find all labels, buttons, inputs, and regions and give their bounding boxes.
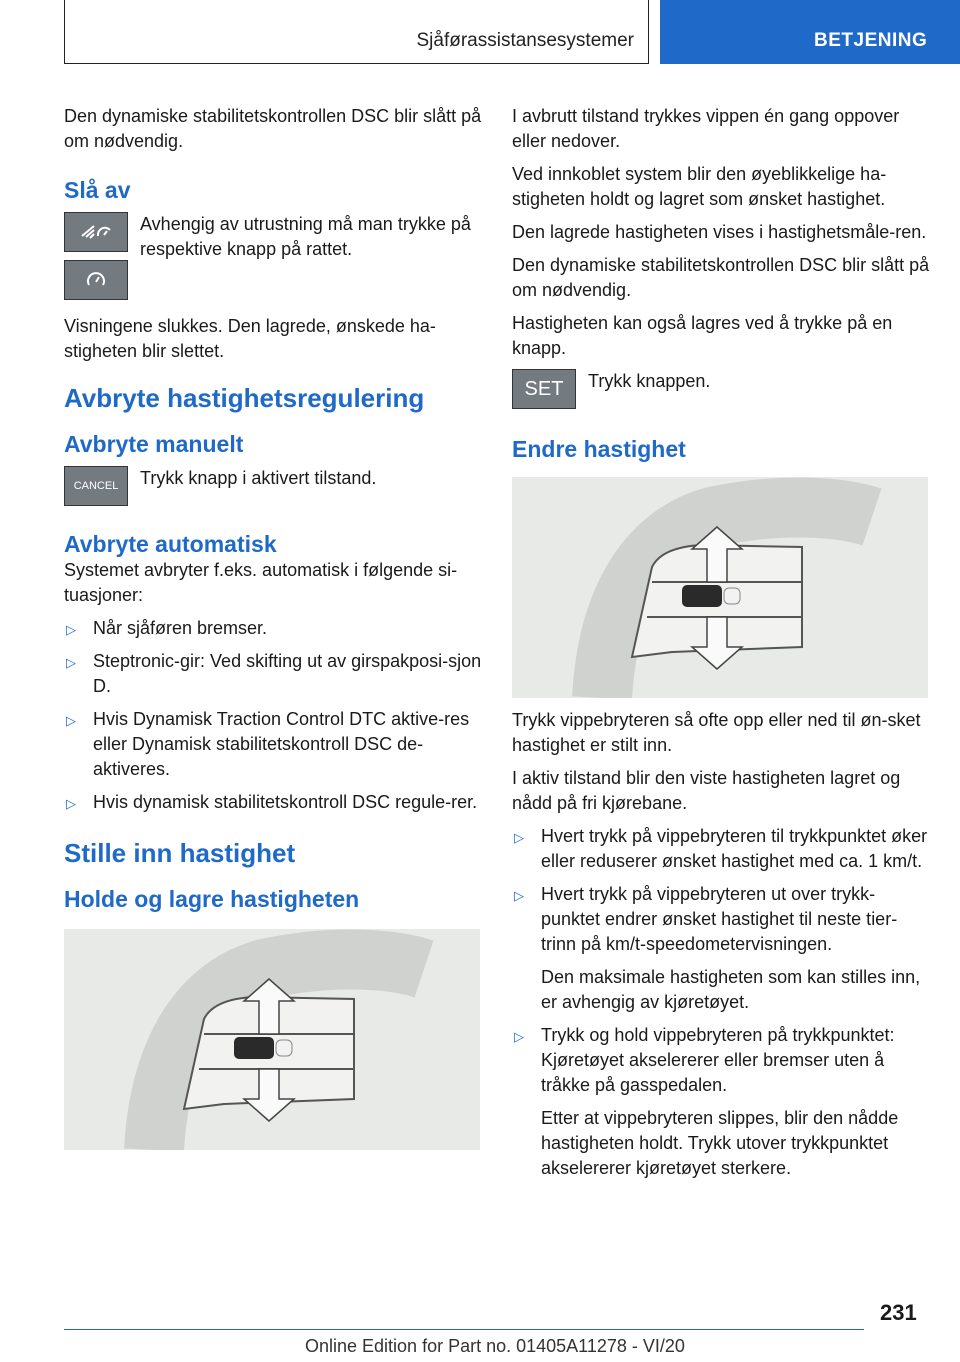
- heading-avbryte: Avbryte hastighetsregulering: [64, 383, 425, 413]
- set-button-icon: [512, 369, 576, 409]
- list-item-note: Den maksimale hastigheten som kan stilles inn, er avhengig av kjøretøyet.: [541, 967, 921, 1012]
- paragraph: Avhengig av utrustning må man trykke på respektive knapp på rattet.: [140, 214, 471, 259]
- paragraph: Trykk vippebryteren så ofte opp eller ned til øn-sket hastighet er stilt inn.: [512, 710, 921, 755]
- list-item-note: Etter at vippebryteren slippes, blir den nådde hastigheten holdt. Trykk utover trykkpunktet akselererer kjøretøyet sterkere.: [541, 1108, 899, 1178]
- triangle-bullet-icon: ▷: [514, 888, 524, 903]
- footer-divider: [64, 1329, 864, 1330]
- button-illustration-row: [512, 369, 932, 413]
- header-section-title: Sjåførassistansesystemer: [416, 30, 634, 51]
- list-item: ▷ Når sjåføren bremser.: [64, 616, 482, 641]
- heading-endre: Endre hastighet: [512, 436, 686, 462]
- paragraph: I aktiv tilstand blir den viste hastigheten lagret og nådd på fri kjørebane.: [512, 768, 901, 813]
- triangle-bullet-icon: ▷: [514, 830, 524, 845]
- list-item: ▷ Hvis dynamisk stabilitetskontroll DSC regule-rer.: [64, 790, 482, 815]
- heading-sla-av: Slå av: [64, 177, 131, 203]
- paragraph: Den dynamiske stabilitetskontrollen DSC blir slått på om nødvendig.: [512, 255, 930, 300]
- list-item: ▷ Trykk og hold vippebryteren på trykkpunktet: Kjøretøyet akselererer eller bremser uten å tråkke på gasspedalen.: [514, 1025, 895, 1095]
- heading-stille: Stille inn hastighet: [64, 838, 296, 868]
- button-illustration-row: [64, 466, 482, 510]
- list-item: ▷ Hvert trykk på vippebryteren ut over trykk-punktet endrer ønsket hastighet til neste tier-trinn på km/t-speedometervisningen.: [514, 884, 898, 954]
- paragraph: Hastigheten kan også lagres ved å trykke på en knapp.: [512, 313, 893, 358]
- list-item: ▷ Hvert trykk på vippebryteren til trykkpunktet øker eller reduserer ønsket hastighet med ca. 1 km/t.: [514, 826, 928, 871]
- triangle-bullet-icon: ▷: [514, 1029, 524, 1044]
- right-column: [512, 104, 932, 1189]
- triangle-bullet-icon: ▷: [66, 796, 76, 811]
- header-chapter-title: BETJENING: [814, 30, 928, 51]
- cancel-button-icon: [64, 466, 128, 506]
- edition-footer: Online Edition for Part no. 01405A11278 - VI/20: [305, 1336, 685, 1356]
- list-item: ▷ Hvis Dynamisk Traction Control DTC aktive-res eller Dynamisk stabilitetskontroll DSC de-aktiveres.: [66, 709, 470, 779]
- page-number: 231: [880, 1300, 917, 1325]
- set-label: SET: [524, 377, 564, 400]
- paragraph: I avbrutt tilstand trykkes vippen én gang oppover eller nedover.: [512, 106, 900, 151]
- triangle-bullet-icon: ▷: [66, 713, 76, 728]
- steering-wheel-rocker-photo: [512, 477, 928, 698]
- triangle-bullet-icon: ▷: [66, 655, 76, 670]
- triangle-bullet-icon: ▷: [66, 622, 76, 637]
- heading-automatisk: Avbryte automatisk: [64, 531, 277, 557]
- button-illustration-row: [64, 212, 482, 306]
- speed-limiter-icon: [64, 260, 128, 300]
- paragraph: Trykk knappen.: [588, 371, 711, 391]
- paragraph: Den lagrede hastigheten vises i hastighetsmåle-ren.: [512, 222, 927, 242]
- cancel-label: CANCEL: [73, 479, 119, 492]
- paragraph: Ved innkoblet system blir den øyeblikkelige ha-stigheten holdt og lagret som ønsket hastighet.: [512, 164, 887, 209]
- paragraph: Den dynamiske stabilitetskontrollen DSC blir slått på om nødvendig.: [64, 106, 482, 151]
- left-column: [64, 104, 482, 1150]
- paragraph: Systemet avbryter f.eks. automatisk i følgende si-tuasjoner:: [64, 560, 458, 605]
- heading-holde: Holde og lagre hastigheten: [64, 886, 360, 912]
- paragraph: Trykk knapp i aktivert tilstand.: [140, 468, 377, 488]
- header-chapter-tab: [660, 0, 960, 64]
- list-item: ▷ Steptronic-gir: Ved skifting ut av girspakposi-sjon D.: [66, 651, 482, 696]
- paragraph: Visningene slukkes. Den lagrede, ønskede ha-stigheten blir slettet.: [64, 316, 436, 361]
- header-section-box: [64, 0, 649, 64]
- steering-wheel-rocker-photo: [64, 929, 480, 1150]
- cruise-control-off-icon: [64, 212, 128, 252]
- heading-manuelt: Avbryte manuelt: [64, 431, 244, 457]
